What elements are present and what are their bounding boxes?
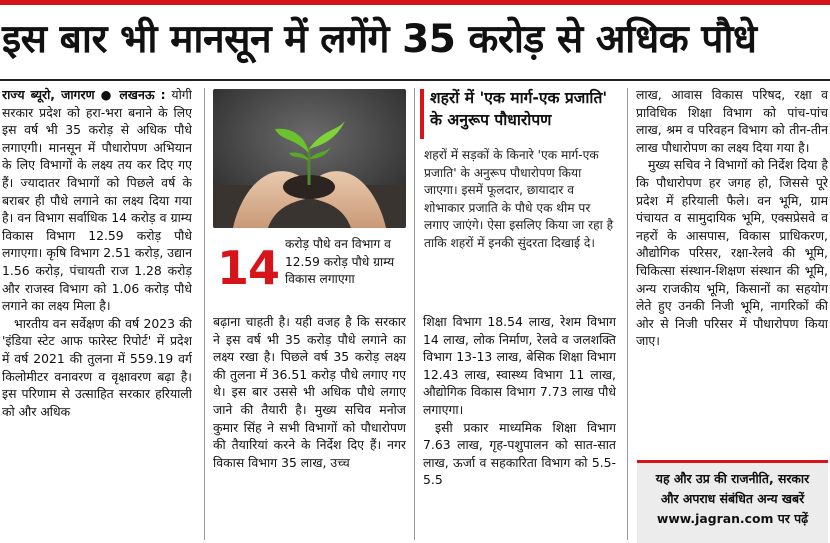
paragraph-5: इसी प्रकार माध्यमिक शिक्षा विभाग 7.63 लाख, गृह-पशुपालन को सात-सात लाख, ऊर्जा व सहकारिता विभाग को 5.5-5.5 (423, 419, 616, 488)
stat-text: करोड़ पौधे वन विभाग व 12.59 करोड़ पौधे ग्राम्य विकास लगाएगा (285, 237, 395, 286)
box-body: शहरों में सड़कों के किनारे 'एक मार्ग-एक प्रजाति' के अनुरूप पौधारोपण किया जाएगा। इसमें फूलदार, छायादार व शोभाकार प्रजाति के पौधे एक थीम पर लगाए जाएंगे। ऐसा इसलिए किया जा रहा है ताकि शहरों में इनकी सुंदरता दिखाई दे। (424, 148, 614, 250)
column-divider (414, 88, 415, 540)
article-column-3 (423, 313, 616, 541)
box-accent-rule (420, 89, 424, 139)
column-divider (627, 88, 628, 540)
box-title: शहरों में 'एक मार्ग-एक प्रजाति' के अनुरूप पौधारोपण (430, 89, 608, 129)
plant-photo (213, 89, 406, 228)
column-divider (204, 88, 205, 540)
article-column-1 (2, 86, 192, 540)
promo-text (637, 469, 828, 529)
promo-line-1: यह और उप्र की राजनीति, सरकार (655, 471, 810, 486)
paragraph-4: शिक्षा विभाग 18.54 लाख, रेशम विभाग 14 लाख, लोक निर्माण, रेलवे व जलशक्ति विभाग 13-13 लाख, बेसिक शिक्षा विभाग 12.43 लाख, स्वास्थ्य विभाग 11 लाख, औद्योगिक विकास विभाग 7.73 लाख पौधे लगाएगा। (423, 314, 616, 417)
paragraph-2: भारतीय वन सर्वेक्षण की वर्ष 2023 की 'इंडिया स्टेट आफ फारेस्ट रिपोर्ट' में प्रदेश में वर्ष 2021 की तुलना में 559.19 वर्ग किलोमीटर वनावरण व वृक्षावरण बढ़ा है। इस परिणाम से उत्साहित सरकार हरियाली को और अधिक (2, 315, 192, 419)
headline: इस बार भी मानसून में लगेंगे 35 करोड़ से अधिक पौधे (2, 17, 757, 62)
paragraph-1 (2, 86, 192, 315)
stat-callout (213, 232, 406, 306)
article-column-2 (213, 313, 406, 541)
paragraph-1-text: योगी सरकार प्रदेश को हरा-भरा बनाने के लिए इस वर्ष भी 35 करोड़ से अधिक पौधे लगाएगी। मानसून में पौधारोपण अभियान के लिए विभागों के लक्ष्य तय कर दिए गए हैं। ज्यादातर विभागों को पिछले वर्ष के बराबर ही पौधे लगाने का लक्ष्य दिया गया है। वन विभाग सर्वाधिक 14 करोड़ व ग्राम्य विकास विभाग 12.59 करोड़ पौधे लगाएगा। कृषि विभाग 2.51 करोड़, उद्यान 1.56 करोड़, पंचायती राज 1.28 करोड़ और राजस्व विभाग को 1.06 करोड़ पौधे लगाने का लक्ष्य मिला है। (2, 87, 192, 314)
seedling-in-hands-image (213, 89, 406, 228)
top-accent-bar (0, 0, 830, 5)
promo-box[interactable] (637, 460, 828, 543)
stat-number: 14 (217, 241, 280, 295)
headline-rule (0, 79, 830, 81)
article-column-4 (636, 86, 828, 458)
paragraph-6: लाख, आवास विकास परिषद, रक्षा व प्राविधिक शिक्षा विभाग को पांच-पांच लाख, श्रम व परिवहन विभाग को तीन-तीन लाख पौधारोपण का लक्ष्य दिया गया है। (636, 87, 828, 155)
paragraph-3: बढ़ाना चाहती है। यही वजह है कि सरकार ने इस वर्ष भी 35 करोड़ पौधे लगाने का लक्ष्य रखा है। पिछले वर्ष 35 करोड़ लक्ष्य की तुलना में 36.51 करोड़ पौधे लगाए गए थे। इस बार उससे भी अधिक पौधे लगाए जाने की तैयारी है। मुख्य सचिव मनोज कुमार सिंह ने सभी विभागों को पौधारोपण की तैयारियां करने के निर्देश दिए हैं। नगर विकास विभाग 35 लाख, उच्च (213, 314, 406, 470)
paragraph-7: मुख्य सचिव ने विभागों को निर्देश दिया है कि पौधारोपण हर जगह हो, जिससे पूरे प्रदेश में हरियाली फैले। वन भूमि, ग्राम पंचायत व सामुदायिक भूमि, एक्सप्रेसवे व नहरों के आसपास, विकास प्राधिकरण, औद्योगिक परिसर, रक्षा-रेलवे की भूमि, चिकित्सा संस्थान-शिक्षण संस्थान की भूमि, अन्य राजकीय भूमि, किसानों का सहयोग लेते हुए उनकी निजी भूमि, नागरिकों की ओर से निजी परिसर में पौधारोपण किया जाए। (636, 157, 828, 349)
promo-line-2: और अपराध संबंधित अन्य खबरें (660, 491, 805, 506)
sidebar-box (420, 87, 620, 297)
promo-link[interactable]: www.jagran.com पर पढ़ें (656, 511, 809, 526)
dateline: राज्य ब्यूरो, जागरण ● लखनऊ : (2, 87, 166, 102)
